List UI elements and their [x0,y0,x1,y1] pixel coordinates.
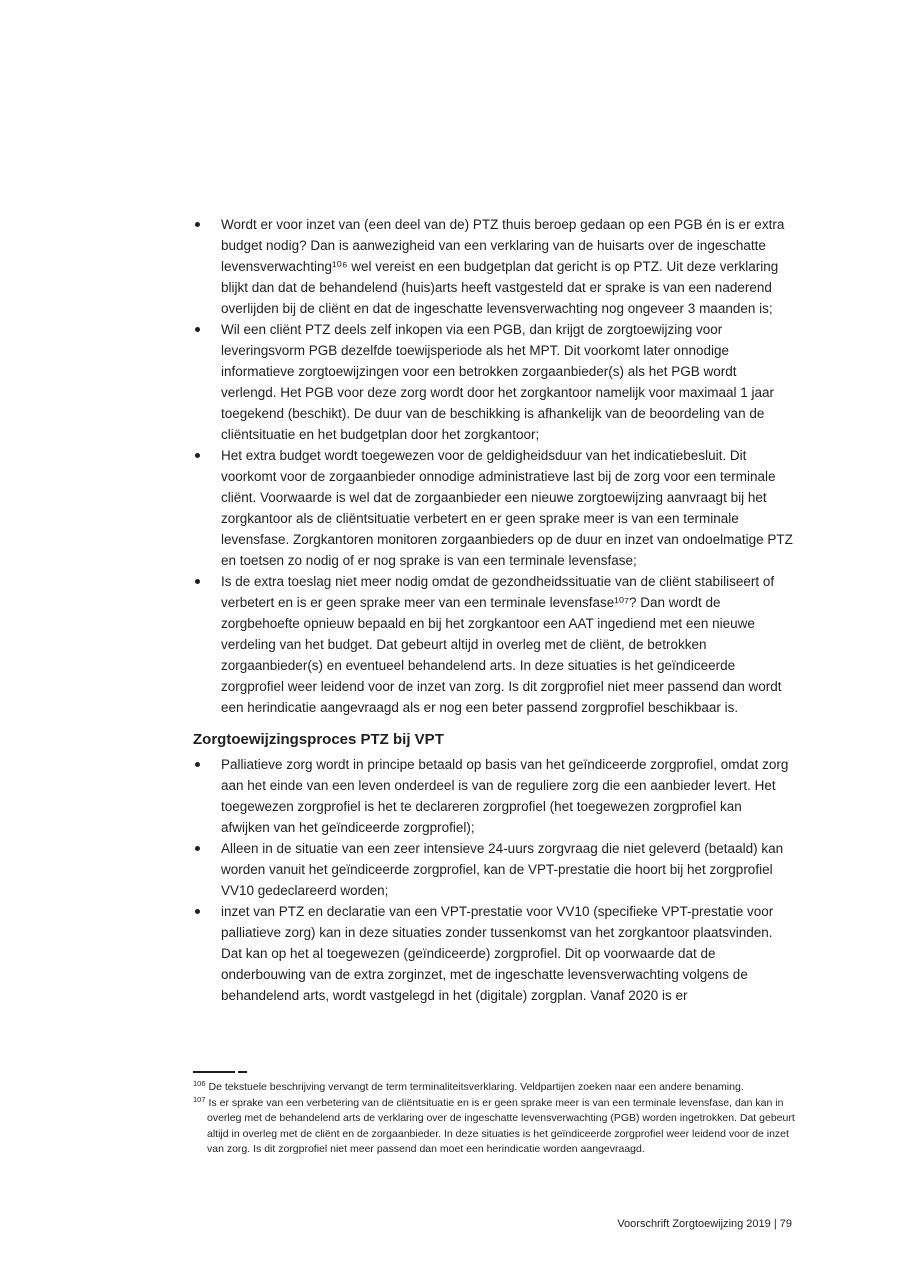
footnote-marker: 107 [193,1094,206,1104]
footnote-separator [193,1071,805,1073]
bullet-list-vpt [193,754,794,1006]
list-item: Wordt er voor inzet van (een deel van de) PTZ thuis beroep gedaan op een PGB én is er extra budget nodig? Dan is aanwezigheid van een verklaring van de huisarts over de ingeschatte levensverwachting¹⁰⁶ wel vereist en een budgetplan dat gericht is op PTZ. Uit deze verklaring blijkt dan dat de behandelend (huis)arts heeft vastgesteld dat er sprake is van een naderend overlijden bij de cliënt en dat de ingeschatte levensverwachting nog ongeveer 3 maanden is; [193,214,794,319]
footnote-106 [193,1080,805,1096]
page-footer: Voorschrift Zorgtoewijzing 2019 | 79 [617,1218,792,1230]
footnote-separator-segment [238,1071,247,1073]
footnote-marker: 106 [193,1079,206,1088]
footnote-text: Is er sprake van een verbetering van de cliëntsituatie en is er geen sprake meer is van een terminale levensfase, dan kan in overleg met de behandelend arts de verklaring over de ingeschatte levensverwachting (PGB) worden ingetrokken. Dat gebeurt altijd in overleg met de cliënt en de zorgaanbieder. In deze situaties is het geïndiceerde zorgprofiel weer leidend voor de inzet van zorg. Is dit zorgprofiel niet meer passend dan moet een herindicatie worden aangevraagd. [207,1096,795,1156]
footnote-separator-segment [193,1071,235,1073]
list-item: Is de extra toeslag niet meer nodig omdat de gezondheidssituatie van de cliënt stabiliseert of verbetert en is er geen sprake meer van een terminale levensfase¹⁰⁷? Dan wordt de zorgbehoefte opnieuw bepaald en bij het zorgkantoor een AAT ingediend met een nieuwe verdeling van het budget. Dat gebeurt altijd in overleg met de cliënt, de betrokken zorgaanbieder(s) en eventueel behandelend arts. In deze situaties is het geïndiceerde zorgprofiel weer leidend voor de inzet van zorg. Is dit zorgprofiel niet meer passend dan wordt een herindicatie aangevraagd als er nog een beter passend zorgprofiel beschikbaar is. [193,571,794,718]
list-item: Palliatieve zorg wordt in principe betaald op basis van het geïndiceerde zorgprofiel, omdat zorg aan het einde van een leven onderdeel is van de reguliere zorg die een aanbieder levert. Het toegewezen zorgprofiel is het te declareren zorgprofiel (het toegewezen zorgprofiel kan afwijken van het geïndiceerde zorgprofiel); [193,754,794,838]
footnotes-section [193,1071,805,1158]
bullet-list-ptz-pgb [193,214,794,718]
list-item: Het extra budget wordt toegewezen voor de geldigheidsduur van het indicatiebesluit. Dit voorkomt voor de zorgaanbieder onnodige administratieve last bij de zorg voor een terminale cliënt. Voorwaarde is wel dat de zorgaanbieder een nieuwe zorgtoewijzing aanvraagt bij het zorgkantoor als de cliëntsituatie verbetert en er geen sprake meer is van een terminale levensfase. Zorgkantoren monitoren zorgaanbieders op de duur en inzet van ondoelmatige PTZ en toetsen zo nodig of er nog sprake is van een terminale levensfase; [193,445,794,571]
section-heading: Zorgtoewijzingsproces PTZ bij VPT [193,731,444,748]
footnote-text: De tekstuele beschrijving vervangt de term terminaliteitsverklaring. Veldpartijen zoeken naar een andere benaming. [208,1081,744,1093]
footnote-107 [193,1096,805,1158]
list-item: inzet van PTZ en declaratie van een VPT-prestatie voor VV10 (specifieke VPT-prestatie voor palliatieve zorg) kan in deze situaties zonder tussenkomst van het zorgkantoor plaatsvinden. Dat kan op het al toegewezen (geïndiceerde) zorgprofiel. Dit op voorwaarde dat de onderbouwing van de extra zorginzet, met de ingeschatte levensverwachting volgens de behandelend arts, wordt vastgelegd in het (digitale) zorgplan. Vanaf 2020 is er [193,901,794,1006]
list-item: Alleen in de situatie van een zeer intensieve 24-uurs zorgvraag die niet geleverd (betaald) kan worden vanuit het geïndiceerde zorgprofiel, kan de VPT-prestatie die hoort bij het zorgprofiel VV10 gedeclareerd worden; [193,838,794,901]
body-text [193,214,794,1006]
list-item: Wil een cliënt PTZ deels zelf inkopen via een PGB, dan krijgt de zorgtoewijzing voor leveringsvorm PGB dezelfde toewijsperiode als het MPT. Dit voorkomt later onnodige informatieve zorgtoewijzingen voor een betrokken zorgaanbieder(s) als het PGB wordt verlengd. Het PGB voor deze zorg wordt door het zorgkantoor namelijk voor maximaal 1 jaar toegekend (beschikt). De duur van de beschikking is afhankelijk van de beoordeling van de cliëntsituatie en het budgetplan door het zorgkantoor; [193,319,794,445]
